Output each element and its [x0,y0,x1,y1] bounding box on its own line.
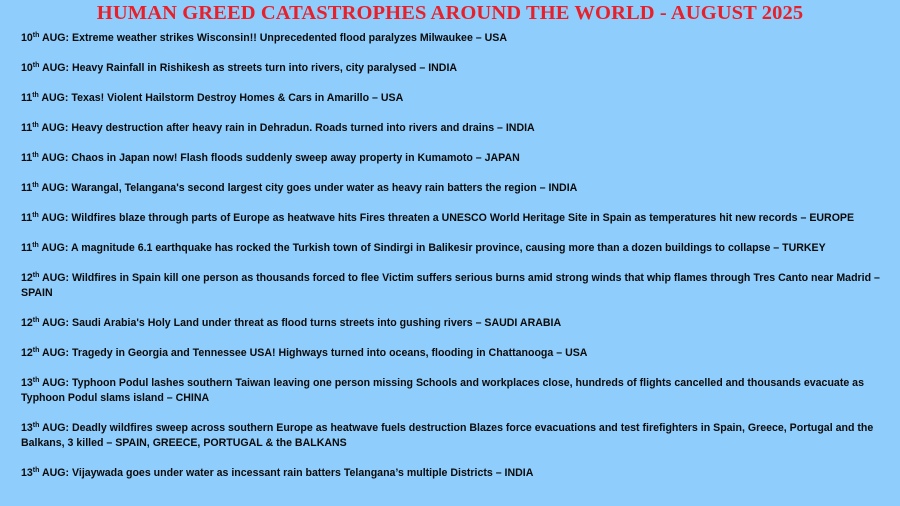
entry-spacer [21,361,900,376]
entry-day: 11 [21,212,33,224]
entry-day: 13 [21,422,33,434]
entry-spacer [21,226,900,241]
entry-date [21,317,69,329]
list-item [21,376,900,406]
entry-day: 12 [21,317,33,329]
entry-date [21,152,68,164]
list-item [21,421,900,451]
entry-date [21,182,68,194]
entry-spacer [21,301,900,316]
list-item [21,316,900,331]
entry-month: AUG: [41,212,69,224]
entry-day: 10 [21,62,33,74]
list-item [21,61,900,76]
entry-date [21,422,69,434]
entry-day: 11 [21,122,33,134]
list-item [21,271,900,301]
entry-date [21,272,69,284]
entry-day-ordinal: th [32,272,40,279]
page-title: HUMAN GREED CATASTROPHES AROUND THE WORLD - AUGUST 2025 [96,2,804,24]
list-item [21,211,900,226]
catastrophe-list [21,31,900,481]
entry-day: 11 [21,92,33,104]
entry-month: AUG: [41,92,69,104]
entry-text: Wildfires in Spain kill one person as thousands forced to flee Victim suffers serious burns amid strong winds that whip flames through Tres Canto near Madrid – SPAIN [21,272,880,299]
entry-text: Chaos in Japan now! Flash floods suddenly sweep away property in Kumamoto – JAPAN [71,152,520,164]
entry-spacer [21,76,900,91]
list-item [21,151,900,166]
entry-date [21,242,68,254]
entry-day: 13 [21,467,33,479]
entry-month: AUG: [41,347,70,359]
entry-day: 12 [21,347,33,359]
entry-day-ordinal: th [32,32,40,39]
entry-date [21,347,69,359]
entry-day-ordinal: th [32,212,39,219]
entry-spacer [21,331,900,346]
list-item [21,181,900,196]
entry-day: 11 [21,182,33,194]
entry-month: AUG: [41,32,70,44]
entry-text: A magnitude 6.1 earthquake has rocked the Turkish town of Sindirgi in Balikesir province, causing more than a dozen buildings to collapse – TURKEY [71,242,826,254]
entry-day-ordinal: th [32,152,39,159]
entry-date [21,377,69,389]
list-item [21,31,900,46]
entry-text: Typhoon Podul lashes southern Taiwan leaving one person missing Schools and workplaces close, hundreds of flights cancelled and thousands evacuate as Typhoon Podul slams island – CHINA [21,377,864,404]
entry-month: AUG: [41,272,70,284]
entry-spacer [21,166,900,181]
list-item [21,91,900,106]
entry-text: Wildfires blaze through parts of Europe as heatwave hits Fires threaten a UNESCO World Heritage Site in Spain as temperatures hit new records – EUROPE [71,212,855,224]
list-item [21,121,900,136]
entry-text: Deadly wildfires sweep across southern Europe as heatwave fuels destruction Blazes force evacuations and test firefighters in Spain, Greece, Portugal and the Balkans, 3 killed – SPAIN, GREECE, PORTUGAL & the BALKANS [21,422,874,449]
entry-spacer [21,106,900,121]
entry-spacer [21,196,900,211]
entry-text: Tragedy in Georgia and Tennessee USA! Highways turned into oceans, flooding in Chattanooga – USA [72,347,588,359]
entry-spacer [21,256,900,271]
entry-month: AUG: [41,377,70,389]
entry-date [21,62,69,74]
entry-text: Heavy Rainfall in Rishikesh as streets turn into rivers, city paralysed – INDIA [72,62,458,74]
entry-text: Extreme weather strikes Wisconsin!! Unprecedented flood paralyzes Milwaukee – USA [72,32,507,44]
entry-day: 11 [21,152,33,164]
entry-month: AUG: [41,242,69,254]
entry-day-ordinal: th [32,92,39,99]
entry-month: AUG: [41,317,70,329]
entry-text: Saudi Arabia's Holy Land under threat as flood turns streets into gushing rivers – SAUDI ARABIA [72,317,562,329]
entry-month: AUG: [41,467,70,479]
entry-spacer [21,451,900,466]
entry-day-ordinal: th [32,122,39,129]
entry-spacer [21,136,900,151]
entry-text: Warangal, Telangana's second largest city goes under water as heavy rain batters the region – INDIA [71,182,578,194]
list-item [21,466,900,481]
entry-date [21,32,69,44]
list-item [21,346,900,361]
entry-date [21,467,69,479]
entry-month: AUG: [41,152,69,164]
entry-spacer [21,406,900,421]
entry-text: Vijaywada goes under water as incessant rain batters Telangana’s multiple Districts – INDIA [72,467,534,479]
entry-day-ordinal: th [32,242,39,249]
entry-month: AUG: [41,62,70,74]
entry-date [21,92,68,104]
entry-month: AUG: [41,422,70,434]
entry-day-ordinal: th [32,377,40,384]
list-item [21,241,900,256]
entry-day-ordinal: th [32,182,39,189]
entry-day: 13 [21,377,33,389]
entry-day-ordinal: th [32,347,40,354]
entry-spacer [21,46,900,61]
entry-month: AUG: [41,122,69,134]
entry-day-ordinal: th [32,62,40,69]
entry-day-ordinal: th [32,317,40,324]
entry-month: AUG: [41,182,69,194]
entry-day-ordinal: th [32,422,40,429]
entry-day: 12 [21,272,33,284]
entry-date [21,212,68,224]
entry-day: 11 [21,242,33,254]
entry-day-ordinal: th [32,467,40,474]
entry-text: Heavy destruction after heavy rain in Dehradun. Roads turned into rivers and drains – INDIA [71,122,535,134]
entry-date [21,122,68,134]
entry-day: 10 [21,32,33,44]
entry-text: Texas! Violent Hailstorm Destroy Homes & Cars in Amarillo – USA [71,92,404,104]
